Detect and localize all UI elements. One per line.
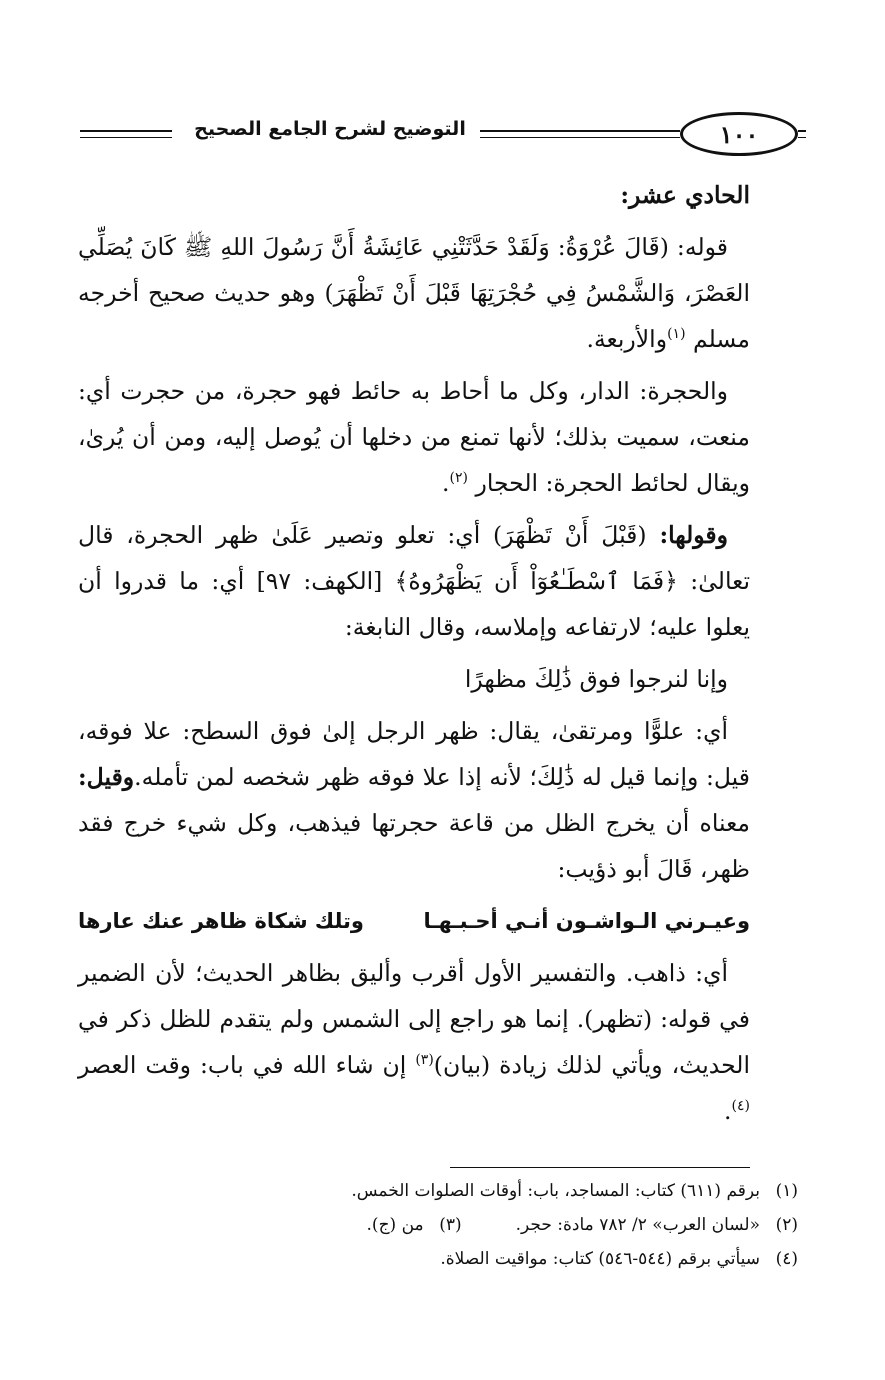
paragraph-4-text: أي: علوًّا ومرتقىٰ، يقال: ظهر الرجل إلىٰ فوق السطح: علا فوقه، قيل: وإنما قيل له ذَٰلِكَ؛ لأنه إذا علا فوقه ظهر شخصه لمن تأمله. <box>78 717 750 791</box>
paragraph-5-text: أي: ذاهب. والتفسير الأول أقرب وأليق بظاهر الحديث؛ لأن الضمير في قوله: (تظهر). إنما هو راجع إلى الشمس ولم يتقدم للظل ذكر في الحديث، ويأتي لذلك زيادة (بيان) <box>78 959 750 1079</box>
running-title: التوضيح لشرح الجامع الصحيح <box>194 118 466 140</box>
paragraph-5-mid: إن شاء الله في باب: وقت العصر <box>78 1051 407 1079</box>
main-text <box>78 172 750 1140</box>
footnote-ref-4[interactable]: (٤) <box>731 1098 750 1115</box>
header-rule-right-thin <box>798 137 806 138</box>
verse-line: وإنا لنرجوا فوق ذَٰلِكَ مظهرًا <box>464 665 728 693</box>
paragraph-5-tail: . <box>724 1097 732 1125</box>
header-rule-left-thin <box>80 137 172 138</box>
paragraph-2-tail: . <box>442 469 450 497</box>
paragraph-4-lead: وقيل: <box>78 763 135 791</box>
header-rule-right <box>798 130 806 132</box>
footnote-number-3: (٣) <box>439 1215 462 1235</box>
footnote-ref-3[interactable]: (٣) <box>415 1052 434 1069</box>
footnote-number: (٤) <box>775 1249 798 1269</box>
footnote-1 <box>150 1174 798 1208</box>
footnote-number: (٢) <box>775 1215 798 1235</box>
footnote-text: برقم (٦١١) كتاب: المساجد، باب: أوقات الصلوات الخمس. <box>351 1181 760 1201</box>
footnote-separator <box>450 1167 750 1168</box>
section-heading: الحادي عشر: <box>620 181 750 209</box>
poem-second-hemistich: وتلك شكاة ظاهر عنك عارها <box>78 909 364 933</box>
footnote-ref-2[interactable]: (٢) <box>449 470 468 487</box>
paragraph-1-tail: والأربعة. <box>586 325 668 353</box>
paragraph-4-tail: معناه أن يخرج الظل من قاعة حجرتها فيذهب، وكل شيء خرج فقد ظهر، قَالَ أبو ذؤيب: <box>78 809 750 883</box>
footnote-ref-1[interactable]: (١) <box>667 326 686 343</box>
page-number: ١٠٠ <box>680 112 798 156</box>
footnote-text: «لسان العرب» ٢/ ٧٨٢ مادة: حجر. <box>515 1215 760 1235</box>
header-rule-middle-thin <box>480 137 680 138</box>
paragraph-4 <box>78 708 750 892</box>
paragraph-2 <box>78 368 750 506</box>
paragraph-3 <box>78 512 750 650</box>
page-header <box>80 112 805 158</box>
paragraph-5 <box>78 950 750 1134</box>
paragraph-1-text: قوله: (قَالَ عُرْوَةُ: وَلَقَدْ حَدَّثَتْنِي عَائِشَةُ أَنَّ رَسُولَ اللهِ ﷺ كَانَ يُصَلِّي العَصْرَ، وَالشَّمْسُ فِي حُجْرَتِهَا قَبْلَ أَنْ تَظْهَرَ) وهو حديث صحيح أخرجه مسلم <box>78 233 750 353</box>
footnote-text: سيأتي برقم (٥٤٤-٥٤٦) كتاب: مواقيت الصلاة. <box>440 1249 760 1269</box>
footnote-number: (١) <box>775 1181 798 1201</box>
header-rule-left <box>80 130 172 132</box>
footnotes <box>150 1174 798 1276</box>
footnote-text-3: من (ج). <box>366 1215 424 1235</box>
poem-first-hemistich: وعيـرني الـواشـون أنـي أحـبـهـا <box>423 909 750 933</box>
paragraph-1 <box>78 224 750 362</box>
footnote-2 <box>150 1208 798 1242</box>
footnote-4 <box>150 1242 798 1276</box>
header-rule-middle <box>480 130 680 132</box>
paragraph-3-text: (قَبْلَ أَنْ تَظْهَرَ) أي: تعلو وتصير عَلَىٰ ظهر الحجرة، قال تعالىٰ: ﴿فَمَا ٱسْطَـٰعُوٓاْ أَن يَظْهَرُوهُ﴾ [الكهف: ٩٧] أي: ما قدروا أن يعلوا عليه؛ لارتفاعه وإملاسه، وقال النابغة: <box>78 521 751 641</box>
poem-couplet <box>78 898 750 944</box>
paragraph-3-lead: وقولها: <box>659 521 728 549</box>
paragraph-2-text: والحجرة: الدار، وكل ما أحاط به حائط فهو حجرة، من حجرت أي: منعت، سميت بذلك؛ لأنها تمنع من دخلها أن يُوصل إليه، ومن أن يُرىٰ، ويقال لحائط الحجرة: الحجار <box>78 377 750 497</box>
